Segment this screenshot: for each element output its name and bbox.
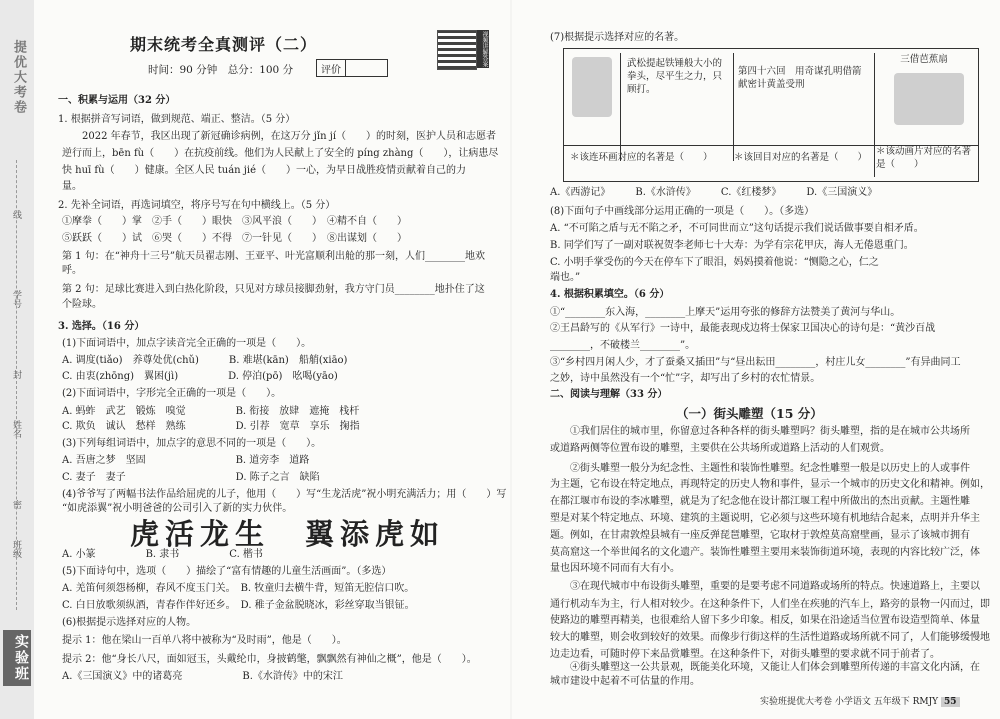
right-line: 4. 根据积累填空。（6 分） bbox=[550, 289, 670, 300]
right-line: B. 同学们写了一副对联祝贺李老师七十大寿：为学有宗花甲庆，海人无倦恩重门。 bbox=[550, 240, 914, 251]
table-question-2: ＊该回目对应的名著是（ ） bbox=[734, 152, 868, 163]
left-line: C. 欺负 诚认 愁样 熟练 D. 引荐 宽草 享乐 掬指 bbox=[62, 421, 360, 432]
woodcut-illustration bbox=[572, 57, 612, 117]
question-7: (7)根据提示选择对应的名著。 bbox=[550, 32, 685, 43]
left-line: C. 妻子 妻子 D. 陈子之言 缺陷 bbox=[62, 472, 320, 483]
right-line: ②街头雕塑一般分为纪念性、主题性和装饰性雕塑。纪念性雕塑一般是以历史上的人或事件 bbox=[550, 463, 970, 474]
left-line: 逆行而上，bēn fù（ ）在抗疫前线。他们为人民献上了安全的 píng zhàng（ ），让病患尽 bbox=[62, 148, 499, 159]
brand-badge: 实验班 bbox=[3, 630, 31, 686]
margin-label: 学号 bbox=[11, 290, 21, 308]
right-line: ④街头雕塑这一公共景观，既能美化环境，又能让人们体会到雕塑所传递的丰富文化内涵，在 bbox=[550, 662, 980, 673]
page-number: 55 bbox=[941, 697, 960, 707]
left-line: (5)下面诗句中，选项（ ）描绘了“富有情趣的儿童生活画面”。（多选） bbox=[62, 566, 392, 577]
left-line: A. 羌笛何须怨杨柳，春风不度玉门关。 B. 牧童归去横牛背，短笛无腔信口吹。 bbox=[62, 583, 415, 594]
margin-label: 线 bbox=[11, 210, 21, 219]
evaluation-box[interactable] bbox=[316, 59, 388, 77]
left-line: A. 调度(tiǎo) 养尊处优(chǔ) B. 难堪(kān) 船艄(xiāo) bbox=[62, 355, 348, 366]
right-line: 二、阅读与理解（33 分） bbox=[550, 389, 668, 400]
calligraphy-sample: 虎活龙生 翼添虎如 bbox=[130, 517, 446, 551]
left-line: A. 蚂蚱 武艺 锻炼 嗅觉 B. 衔接 放肆 遮掩 栈杆 bbox=[62, 406, 360, 417]
right-line: C. 小明手掌受伤的今天在停车下了眼泪，妈妈摸着他说：“恻隐之心，仁之 bbox=[550, 257, 879, 268]
table-divider bbox=[564, 145, 978, 146]
right-line: 城市建设中起着不可估量的作用。 bbox=[550, 676, 700, 687]
right-line: 使路边的雕塑再精美，也很难给人留下多少印象。相反，如果在沿途适当位置布设造型简单、体量 bbox=[550, 615, 980, 626]
left-line: A. 小篆 B. 隶书 C. 楷书 bbox=[62, 549, 263, 560]
left-line: ①摩拳（ ）掌 ②手（ ）眼快 ③风平浪（ ） ④精不自（ ） bbox=[62, 216, 407, 227]
left-line: (1)下面词语中，加点字读音完全正确的一项是（ ）。 bbox=[62, 338, 312, 349]
right-line: ③“乡村四月闲人少，才了蚕桑又插田”与“昼出耘田________，村庄儿女________”有异曲同工 bbox=[550, 357, 961, 368]
right-line: 之妙，诗中虽然没有一个“忙”字，却写出了乡村的农忙情景。 bbox=[550, 373, 821, 384]
left-line: 2. 先补全词语，再选词填空，将序号写在句中横线上。（5 分） bbox=[58, 200, 336, 211]
left-line: 提示 1：他在梁山一百单八将中被称为“及时雨”，他是（ ）。 bbox=[62, 635, 347, 646]
left-line: 2022 年春节，我区出现了新冠确诊病例，在这万分 jǐn jí（ ）的时刻，医护人员和志愿者 bbox=[62, 131, 497, 142]
right-line: 题。例如，在甘肃敦煌县城有一座反弹琵琶雕塑，它取材于敦煌莫高窟壁画，显示了该城市拥有 bbox=[550, 530, 970, 541]
left-line: “如虎添翼”祝小明爸爸的公司引入了新的实力伙伴。 bbox=[62, 503, 293, 514]
left-line: (6)根据提示选择对应的人物。 bbox=[62, 617, 197, 628]
left-line: 3. 选择。（16 分） bbox=[58, 321, 145, 332]
footer-text: 实验班提优大考卷 小学语文 五年级下 RMJY bbox=[760, 697, 939, 707]
right-line: 莫高窟这一个举世闻名的文化遗产。装饰性雕塑主要用来装饰街道环境，表现的内容比较广泛，体 bbox=[550, 547, 980, 558]
reading-title: （一）街头雕塑（15 分） bbox=[676, 406, 823, 421]
table-cell-3: 三借芭蕉扇 bbox=[900, 54, 948, 65]
left-line: 一、积累与运用（32 分） bbox=[58, 95, 176, 106]
right-line: A.《西游记》 B.《水浒传》 C.《红楼梦》 D.《三国演义》 bbox=[550, 187, 878, 198]
left-line: 提示 2：他“身长八尺，面如冠玉，头戴纶巾，身披鹤氅，飘飘然有神仙之概”，他是（ ）。 bbox=[62, 654, 477, 665]
table-question-3: ＊该动画片对应的名著是（ ） bbox=[876, 146, 972, 170]
right-line: ________，不破楼兰________”。 bbox=[550, 340, 696, 351]
left-line: 呼。 bbox=[62, 265, 82, 276]
table-question-1: ＊该连环画对应的名著是（ ） bbox=[570, 152, 713, 163]
right-line: 为主题，它布设在特定地点，再现特定的历史人物和事件，显示一个城市的历史文化和精神。例如， bbox=[550, 479, 990, 490]
right-line: ①我们居住的城市里，你留意过各种各样的街头雕塑吗？街头雕塑，指的是在城市公共场所 bbox=[550, 426, 970, 437]
left-line: 量。 bbox=[62, 181, 82, 192]
left-line: A.《三国演义》中的诸葛亮 B.《水浒传》中的宋江 bbox=[62, 671, 343, 682]
right-line: A. “不可陷之盾与无不陷之矛，不可同世而立”这句话提示我们说话做事要自相矛盾。 bbox=[550, 223, 924, 234]
margin-label: 密 bbox=[11, 500, 21, 509]
qr-label: 视频讲解答案 bbox=[477, 30, 489, 68]
time-score: 时间：90 分钟 总分：100 分 bbox=[148, 64, 294, 76]
right-line: 在都江堰市布设的李冰雕塑，就是为了纪念他在设计都江堰工程中所做出的杰出贡献。主题性雕 bbox=[550, 496, 970, 507]
cartoon-illustration bbox=[894, 73, 964, 125]
left-line: (2)下面词语中，字形完全正确的一项是（ ）。 bbox=[62, 388, 282, 399]
left-line: (4)爷爷写了两幅书法作品给屈虎的儿子，他用（ ）写“生龙活虎”祝小明充满活力；用（ ）写 bbox=[62, 489, 507, 500]
binding-margin bbox=[0, 0, 35, 719]
left-line: C. 由衷(zhōng) 翼困(jì) D. 停泊(pō) 吆喝(yāo) bbox=[62, 371, 338, 382]
right-line: 端也。” bbox=[550, 272, 581, 283]
left-line: C. 白日放歌须纵酒，青春作伴好还乡。 D. 稚子金盆脱晓冰，彩丝穿取当银钲。 bbox=[62, 600, 415, 611]
right-line: 或道路两侧等位置布设的雕塑，主要供在公共场所或道路上活动的人们观赏。 bbox=[550, 443, 890, 454]
right-line: 边走边看，可随时停下来品赏雕塑。在这种条件下，对街头雕塑的要求就不同于前者了。 bbox=[550, 649, 940, 660]
cut-line bbox=[16, 160, 17, 610]
table-cell-2: 第四十六回 用奇谋孔明借箭 献密计黄盖受刑 bbox=[732, 53, 875, 177]
page-footer bbox=[760, 694, 960, 707]
left-line: A. 吾唐之梦 坚固 B. 道旁李 道路 bbox=[62, 455, 310, 466]
left-line: 1. 根据拼音写词语，做到规范、端正、整洁。（5 分） bbox=[58, 114, 296, 125]
left-line: 第 2 句：足球比赛进入到白热化阶段，只见对方球员接脚劲射，我方守门员________地扑住了这 bbox=[62, 284, 485, 295]
left-line: 个险球。 bbox=[62, 299, 102, 310]
margin-label: 姓名 bbox=[11, 420, 21, 438]
novel-match-table bbox=[563, 48, 979, 182]
qr-code[interactable] bbox=[437, 30, 477, 70]
right-line: ③在现代城市中布设街头雕塑，重要的是要考虑不同道路或场所的特点。快速道路上，主要以 bbox=[550, 581, 980, 592]
brand-vertical: 提优大考卷 bbox=[11, 40, 26, 115]
right-line: 较大的雕塑，则会收到较好的效果。而像步行街这样的生活性道路或场所就不同了，人们能够缓慢地 bbox=[550, 632, 990, 643]
right-line: 塑是对某个特定地点、环境、建筑的主题说明，它必须与这些环境有机地结合起来，点明并升华主 bbox=[550, 513, 980, 524]
evaluation-label: 评价 bbox=[317, 60, 346, 77]
left-line: ⑤跃跃（ ）试 ⑥哭（ ）不得 ⑦一针见（ ） ⑧出谋划（ ） bbox=[62, 233, 407, 244]
left-line: 第 1 句：在“神舟十三号”航天员翟志刚、王亚平、叶光富顺利出舱的那一刻，人们________地欢 bbox=[62, 251, 485, 262]
right-line: ②王昌龄写的《从军行》一诗中，最能表现戍边将士保家卫国决心的诗句是：“黄沙百战 bbox=[550, 323, 936, 334]
left-line: (3)下列每组词语中，加点字的意思不同的一项是（ ）。 bbox=[62, 438, 322, 449]
margin-label: 班级 bbox=[11, 540, 21, 558]
table-cell-1: 武松提起铁锤般大小的拳头，尽平生之力，只顾打。 bbox=[620, 53, 734, 161]
right-line: 通行机动车为主，行人相对较少。在这种条件下，人们坐在疾驰的汽车上，路旁的景物一闪而过，即 bbox=[550, 599, 990, 610]
page-title: 期末统考全真测评（二） bbox=[130, 35, 318, 54]
right-line: (8)下面句子中画线部分运用正确的一项是（ ）。（多选） bbox=[550, 206, 815, 217]
left-line: 快 huī fù（ ）健康。全区人民 tuán jié（ ）一心，为早日战胜疫情贡献着自己的力 bbox=[62, 165, 467, 176]
margin-label: 封 bbox=[11, 370, 21, 379]
right-line: ①“________东入海，________上摩天”运用夸张的修辞方法赞美了黄河与华山。 bbox=[550, 307, 901, 318]
right-line: 量也因环境不同而有大有小。 bbox=[550, 563, 680, 574]
